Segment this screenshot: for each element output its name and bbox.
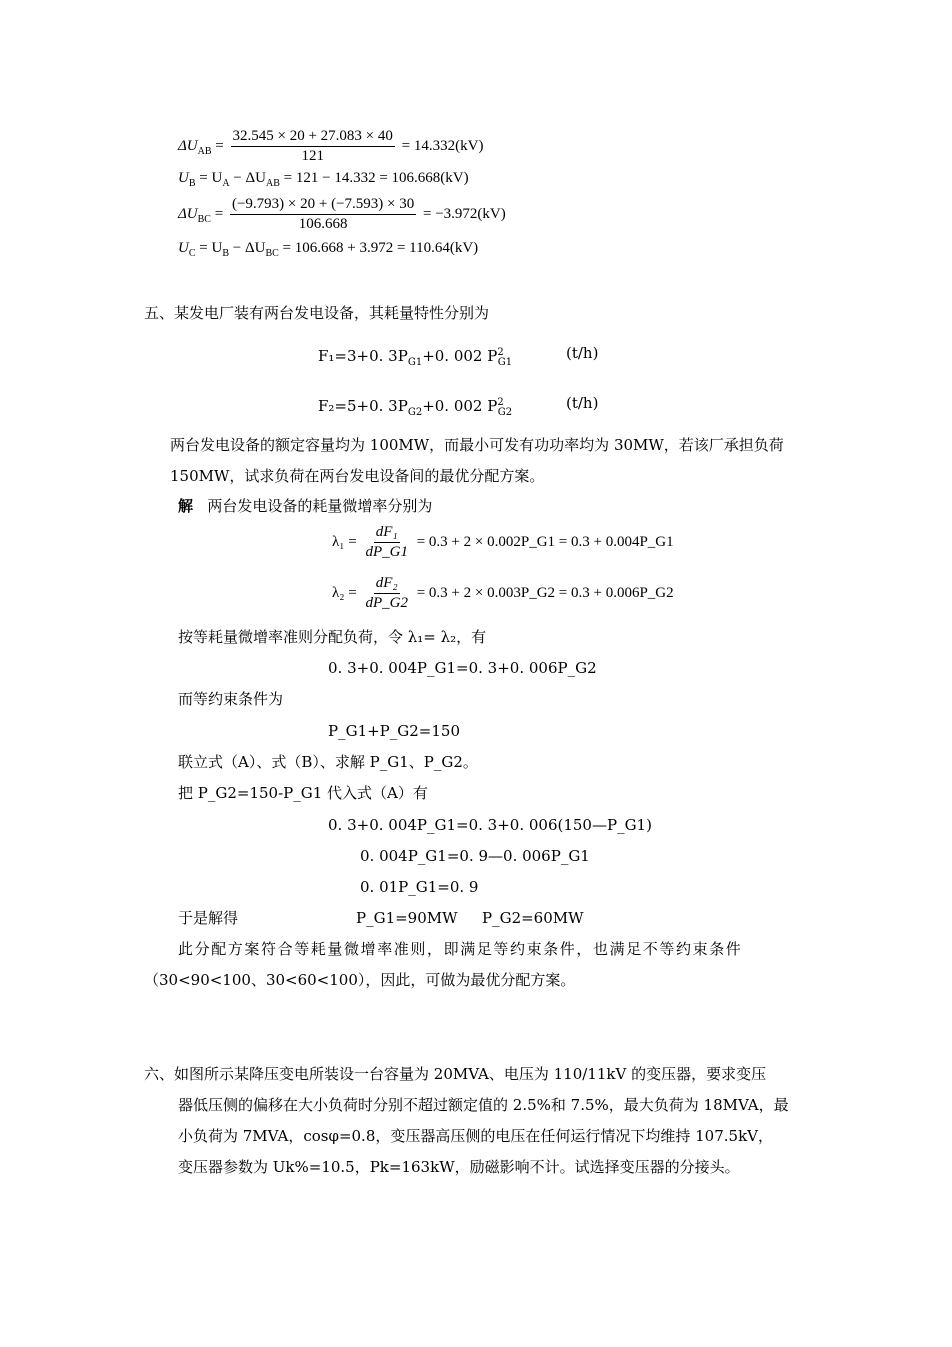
eq-lambda1: λ₁ = $\frac{\text{dF₁}}{dP\_G1}$ = 0.3 + 2 × 0.002P_G1 = 0.3 + 0.004P_G1 (332, 524, 674, 560)
f2-unit: (t/h) (566, 394, 599, 412)
constraint-label: 而等约束条件为 (178, 690, 284, 708)
f2-equation: F₂=5+0. $3P_{G2}+0$. 002 $P^2_{G2}$ (318, 397, 513, 418)
section6-line2: 器低压侧的偏移在大小负荷时分别不超过额定值的 2.5%和 7.5%，最大负荷为 18MVA，最 (178, 1096, 789, 1114)
f1-equation: F₁=3+0. $3P_{G1}+0$. 002 $P^2_{G1}$ (318, 347, 513, 368)
fraction: $\frac{\text{dF₁}}{dP\_G1}$ (365, 524, 408, 560)
eq-ub: $U_B = U_A - \Delta U_{AB} = 121 - 14.332 = 106.668(kV)$ (178, 170, 469, 189)
section5-heading: 五、某发电厂装有两台发电设备，其耗量特性分别为 (144, 304, 490, 322)
section6-line4: 变压器参数为 Uk%=10.5，Pk=163kW，励磁影响不计。试选择变压器的分接头。 (178, 1158, 740, 1176)
result-pg1: P_G1=90MW (356, 909, 458, 927)
equation-a: 0. 3+0. 004P_G1=0. 3+0. 006P_G2 (328, 659, 597, 677)
fraction: $\frac{(-9.793) \times 20 + (-7.593) \times 30}{106.668}$ (231, 196, 415, 232)
solve-text: 联立式（A）、式（B）、求解 P_G1、P_G2。 (178, 753, 478, 771)
step-1: 0. 3+0. 004P_G1=0. 3+0. 006(150—P_G1) (328, 816, 652, 834)
eq-uc: $U_C = U_B - \Delta U_{BC} = 106.668 + 3.972 = 110.64(kV)$ (178, 240, 479, 259)
section6-line3: 小负荷为 7MVA，cosφ=0.8，变压器高压侧的电压在任何运行情况下均维持 107.5kV， (178, 1127, 774, 1145)
eq-delta-uab: $\Delta U_{AB}$ = $\frac{32.545 \times 20 + 27.083 \times 40}{121}$ = 14.332(kV) (178, 128, 484, 164)
solution-intro: 解 两台发电设备的耗量微增率分别为 (178, 497, 433, 515)
equation-b: P_G1+P_G2=150 (328, 722, 461, 740)
step-2: 0. 004P_G1=0. 9—0. 006P_G1 (360, 847, 590, 865)
section6-line1: 六、如图所示某降压变电所装设一台容量为 20MVA、电压为 110/11kV 的变压器，要求变压 (144, 1065, 767, 1083)
eq-lambda2: λ₂ = $\frac{\text{dF₂}}{dP\_G2}$ = 0.3 + 2 × 0.003P_G2 = 0.3 + 0.006P_G2 (332, 575, 674, 611)
conclusion-line2: （30<90<100、30<60<100），因此，可做为最优分配方案。 (144, 971, 576, 989)
problem-para-line2: 150MW，试求负荷在两台发电设备间的最优分配方案。 (170, 467, 545, 485)
fraction: $\frac{\text{dF₂}}{dP\_G2}$ (365, 575, 408, 611)
fraction: $\frac{32.545 \times 20 + 27.083 \times 40}{121}$ (232, 128, 393, 164)
eq-delta-ubc: $\Delta U_{BC}$ = $\frac{(-9.793) \times 20 + (-7.593) \times 30}{106.668}$ = −3.972(kV) (178, 196, 506, 232)
f1-unit: (t/h) (566, 344, 599, 362)
problem-para-line1: 两台发电设备的额定容量均为 100MW，而最小可发有功功率均为 30MW，若该厂承担负荷 (170, 436, 784, 454)
result-pg2: P_G2=60MW (482, 909, 584, 927)
conclusion-line1: 此分配方案符合等耗量微增率准则，即满足等约束条件，也满足不等约束条件 (178, 940, 743, 958)
rule-text: 按等耗量微增率准则分配负荷，令 λ₁= λ₂，有 (178, 628, 487, 646)
subst-text: 把 P_G2=150-P_G1 代入式（A）有 (178, 784, 428, 802)
result-label: 于是解得 (178, 909, 239, 927)
step-3: 0. 01P_G1=0. 9 (360, 878, 479, 896)
